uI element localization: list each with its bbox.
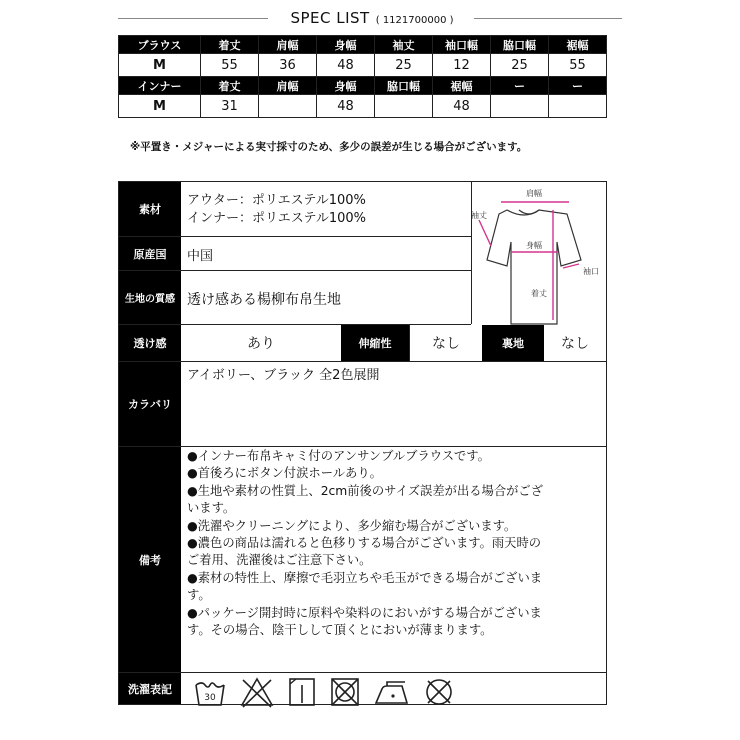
size-table xyxy=(118,35,607,118)
blouse-header-cell: 袖口幅 xyxy=(433,36,491,54)
inner-value-cell xyxy=(375,95,433,118)
origin-label: 原産国 xyxy=(119,237,181,270)
shoulder-label: 肩幅 xyxy=(526,189,542,198)
sheer-label: 透け感 xyxy=(119,325,181,361)
inner-value-cell: 31 xyxy=(201,95,259,118)
inner-value-cell: 48 xyxy=(317,95,375,118)
inner-header-row xyxy=(119,77,607,95)
length-label: 着丈 xyxy=(531,289,547,298)
inner-header-cell: ー xyxy=(491,77,549,95)
inner-header-cell: 肩幅 xyxy=(259,77,317,95)
sleeve-label: 袖丈 xyxy=(471,211,487,220)
stretch-label: 伸縮性 xyxy=(341,325,409,361)
blouse-value-cell: 25 xyxy=(375,54,433,77)
title-text xyxy=(276,8,468,27)
blouse-header-cell: 肩幅 xyxy=(259,36,317,54)
wash-30-icon xyxy=(193,676,227,708)
care-icons xyxy=(193,676,493,710)
remark-line: ●濃色の商品は濡れると色移りする場合がございます。雨天時の xyxy=(187,536,542,551)
inner-value-cell: M xyxy=(119,95,201,118)
blouse-header-cell: 袖丈 xyxy=(375,36,433,54)
blouse-value-cell: 55 xyxy=(201,54,259,77)
row-divider xyxy=(119,361,606,362)
wash-temp: 30 xyxy=(204,693,216,703)
colors-label: カラバリ xyxy=(119,362,181,446)
inner-header-cell: 裾幅 xyxy=(433,77,491,95)
iron-low-icon xyxy=(373,676,413,708)
colors-value: アイボリー、ブラック 全2色展開 xyxy=(187,368,380,383)
inner-header-cell: 身幅 xyxy=(317,77,375,95)
row-divider xyxy=(119,446,606,447)
remark-line: ●パッケージ開封時に原料や染料のにおいがする場合がございま xyxy=(187,605,542,620)
material-label: 素材 xyxy=(119,182,181,236)
spec-table xyxy=(118,181,607,705)
remarks-label: 備考 xyxy=(119,447,181,672)
remarks-list xyxy=(187,448,543,639)
material-inner: インナー：ポリエステル100% xyxy=(187,211,366,226)
title-main: SPEC LIST xyxy=(290,9,370,27)
fabric-value: 透け感ある楊柳布帛生地 xyxy=(187,292,341,308)
remark-line: す。 xyxy=(187,588,211,603)
blouse-header-cell: 着丈 xyxy=(201,36,259,54)
row-divider xyxy=(119,672,606,673)
blouse-header-cell: ブラウス xyxy=(119,36,201,54)
blouse-header-cell: 身幅 xyxy=(317,36,375,54)
cuff-label: 袖口 xyxy=(583,267,599,276)
inner-value-cell xyxy=(491,95,549,118)
fabric-label: 生地の質感 xyxy=(119,271,181,324)
remark-line: ●インナー布帛キャミ付のアンサンブルブラウスです。 xyxy=(187,449,490,463)
garment-diagram xyxy=(471,182,607,332)
garment-measure-diagram xyxy=(471,182,607,332)
remark-line: ●洗濯やクリーニングにより、多少縮む場合がございます。 xyxy=(187,518,517,533)
no-tumble-dry-icon xyxy=(329,676,361,708)
sheer-value: あり xyxy=(247,336,275,352)
blouse-value-cell: 48 xyxy=(317,54,375,77)
title-rule-left xyxy=(118,18,268,19)
lining-value: なし xyxy=(561,336,589,352)
inner-header-cell: ー xyxy=(549,77,607,95)
blouse-header-row xyxy=(119,36,607,54)
blouse-header-cell: 脇口幅 xyxy=(491,36,549,54)
inner-value-cell: 48 xyxy=(433,95,491,118)
measurement-note: ※平置き・メジャーによる実寸採寸のため、多少の誤差が生じる場合がございます。 xyxy=(130,141,528,153)
lining-label: 裏地 xyxy=(482,325,544,361)
spec-list-title xyxy=(118,8,622,30)
inner-header-cell: インナー xyxy=(119,77,201,95)
inner-value-cell xyxy=(549,95,607,118)
blouse-value-cell: 36 xyxy=(259,54,317,77)
remark-line: ●素材の特性上、摩擦で毛羽立ちや毛玉ができる場合がございま xyxy=(187,570,543,585)
remark-line: ●生地や素材の性質上、2cm前後のサイズ誤差が出る場合がござ xyxy=(187,483,544,498)
no-dry-clean-icon xyxy=(423,676,455,708)
blouse-value-row xyxy=(119,54,607,77)
product-code: ( 1121700000 ) xyxy=(375,15,454,26)
inner-value-cell xyxy=(259,95,317,118)
inner-header-cell: 脇口幅 xyxy=(375,77,433,95)
stretch-value: なし xyxy=(432,336,460,352)
remark-line: います。 xyxy=(187,501,236,516)
origin-value: 中国 xyxy=(187,249,214,264)
care-label: 洗濯表記 xyxy=(119,673,181,704)
title-rule-right xyxy=(474,18,622,19)
line-dry-shade-icon xyxy=(287,676,317,708)
material-outer: アウター：ポリエステル100% xyxy=(187,193,366,208)
blouse-value-cell: M xyxy=(119,54,201,77)
remark-line: ご着用、洗濯後はご注意下さい。 xyxy=(187,553,372,568)
remark-line: す。その場合、陰干しして頂くとにおいが薄まります。 xyxy=(187,623,493,638)
neckline xyxy=(519,210,539,214)
blouse-value-cell: 12 xyxy=(433,54,491,77)
blouse-value-cell: 55 xyxy=(549,54,607,77)
sleeve-measure-line xyxy=(479,220,491,246)
inner-value-row xyxy=(119,95,607,118)
remark-line: ●首後ろにボタン付涙ホールあり。 xyxy=(187,466,382,481)
blouse-header-cell: 裾幅 xyxy=(549,36,607,54)
no-bleach-icon xyxy=(239,676,275,708)
inner-header-cell: 着丈 xyxy=(201,77,259,95)
blouse-value-cell: 25 xyxy=(491,54,549,77)
body-width-label: 身幅 xyxy=(526,241,542,250)
